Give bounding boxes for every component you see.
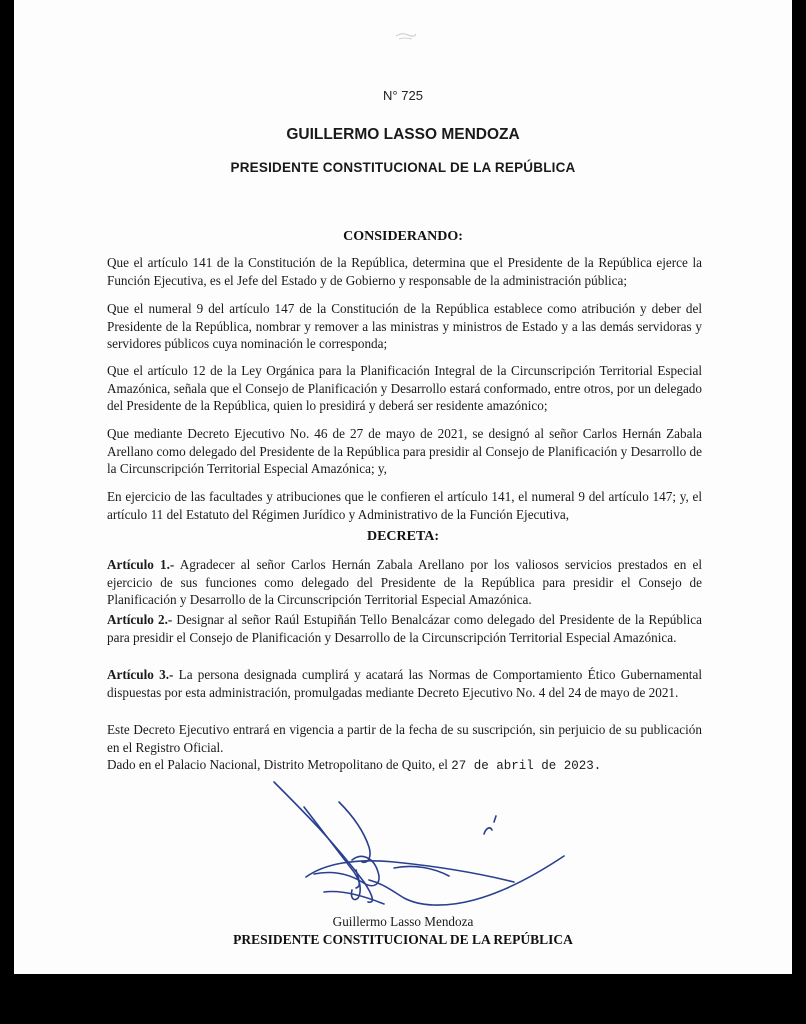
considerando-paragraph: Que el artículo 141 de la Constitución de la República, determina que el Presidente de la República ejerce la Función Ejecutiva, es el Jefe del Estado y de Gobierno y responsable de la administración pública;: [107, 255, 702, 288]
considerando-heading: CONSIDERANDO:: [343, 229, 463, 244]
closing-block: [107, 721, 702, 776]
article-3: [107, 666, 702, 701]
article-text: La persona designada cumplirá y acatará las Normas de Comportamiento Ético Gubernamental dispuestas por esta administración, promulgadas mediante Decreto Ejecutivo No. 4 del 24 de mayo de 2021.: [107, 667, 702, 700]
dado-en-text: Dado en el Palacio Nacional, Distrito Metropolitano de Quito, el: [107, 757, 452, 772]
president-title-heading: PRESIDENTE CONSTITUCIONAL DE LA REPÚBLICA: [230, 160, 576, 175]
vigencia-paragraph: Este Decreto Ejecutivo entrará en vigencia a partir de la fecha de su suscripción, sin perjuicio de su publicación en el Registro Oficial.: [107, 722, 702, 755]
article-text: Agradecer al señor Carlos Hernán Zabala Arellano por los valiosos servicios prestados en el ejercicio de sus funciones como delegado del Presidente de la República para presidir el Consejo de Planificación y Desarrollo de la Circunscripción Territorial Especial Amazónica.: [107, 557, 702, 607]
faint-stamp-mark: [394, 30, 418, 42]
handwritten-signature: [244, 772, 584, 922]
considerando-paragraph: Que el numeral 9 del artículo 147 de la Constitución de la República establece como atribución y deber del Presidente de la República, nombrar y remover a las ministras y ministros de Estado y a las demás servidoras y servidores públicos cuya nominación le corresponda;: [107, 301, 702, 351]
article-label: Artículo 3.-: [107, 667, 174, 682]
president-name-heading: GUILLERMO LASSO MENDOZA: [286, 126, 520, 143]
considerando-paragraph: En ejercicio de las facultades y atribuciones que le confieren el artículo 141, el numeral 9 del artículo 147; y, el artículo 11 del Estatuto del Régimen Jurídico y Administrativo de la Función Ejecutiva,: [107, 489, 702, 522]
considerando-paragraph: Que mediante Decreto Ejecutivo No. 46 de 27 de mayo de 2021, se designó al señor Carlos Hernán Zabala Arellano como delegado del Presidente de la República para presidir al Consejo de Planificación y Desarrollo de la Circunscripción Territorial Especial Amazónica; y,: [107, 426, 702, 476]
article-2: [107, 611, 702, 646]
decreta-heading: DECRETA:: [366, 529, 440, 544]
article-label: Artículo 1.-: [107, 557, 175, 572]
document-page: [14, 0, 792, 974]
signing-date: 27 de abril de 2023.: [451, 759, 602, 773]
article-text: Designar al señor Raúl Estupiñán Tello Benalcázar como delegado del Presidente de la República para presidir el Consejo de Planificación y Desarrollo de la Circunscripción Territorial Especial Amazónica.: [107, 612, 702, 645]
signer-title: PRESIDENTE CONSTITUCIONAL DE LA REPÚBLICA: [233, 932, 573, 947]
article-1: [107, 556, 702, 609]
signer-name: Guillermo Lasso Mendoza: [332, 914, 474, 929]
considerando-paragraph: Que el artículo 12 de la Ley Orgánica para la Planificación Integral de la Circunscripción Territorial Especial Amazónica, señala que el Consejo de Planificación y Desarrollo estará conformado, entre otros, por un delegado del Presidente de la República, quien lo presidirá y deberá ser residente amazónico;: [107, 363, 702, 413]
article-label: Artículo 2.-: [107, 612, 173, 627]
decree-number: N° 725: [383, 88, 423, 103]
